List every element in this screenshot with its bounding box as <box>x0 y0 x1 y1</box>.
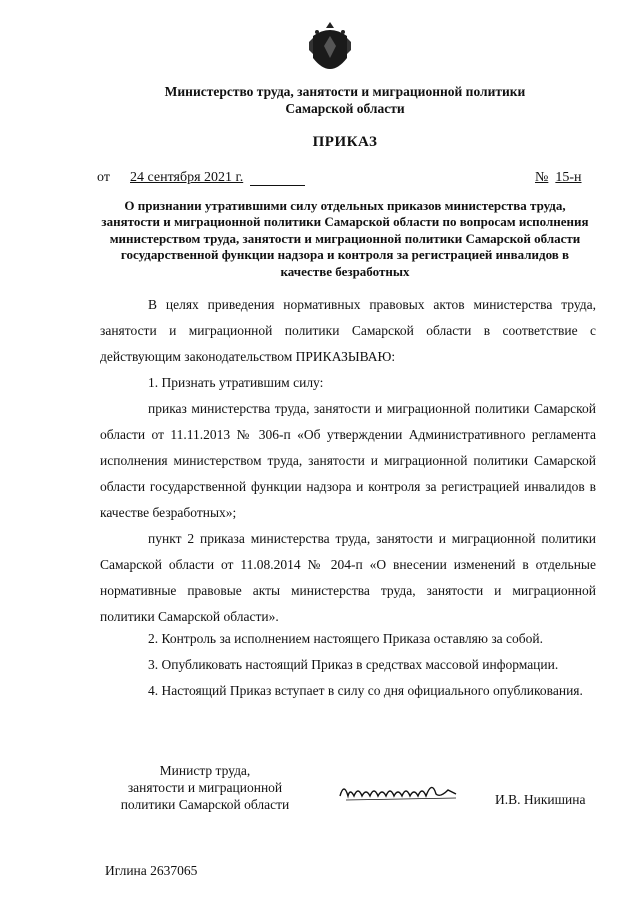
paragraph-item-4: 4. Настоящий Приказ вступает в силу со дня официального опубликования. <box>148 683 583 698</box>
signatory-line2: занятости и миграционной <box>127 780 283 795</box>
handwritten-signature <box>336 776 476 806</box>
executor-info: Иглина 2637065 <box>105 863 198 878</box>
ministry-name-line2: Самарской области <box>285 101 405 116</box>
document-number <box>535 170 582 186</box>
signatory-name: И.В. Никишина <box>495 792 586 807</box>
paragraph-item-1: 1. Признать утратившим силу: <box>148 375 324 390</box>
signatory-line3: политики Самарской области <box>120 797 290 812</box>
document-title: О признании утратившими силу отдельных приказов министерства труда, занятости и миграционной политики Самарской области по вопросам исполнения министерством труда, занятости и миграционной политики Самарской области государственной функции надзора и контроля за регистрацией инвалидов в качестве безработных <box>101 198 589 279</box>
paragraph-item-1a: приказ министерства труда, занятости и миграционной политики Самарской области от 11.11.2013 № 306-п «Об утверждении Административного регламента исполнения министерством труда, занятости и миграционной политики Самарской области государственной функции надзора и контроля за регистрацией инвалидов в качестве безработных»; <box>100 401 596 520</box>
paragraph-item-1b: пункт 2 приказа министерства труда, занятости и миграционной политики Самарской области от 11.08.2014 № 204-п «О внесении изменений в отдельные нормативные правовые акты министерства труда, занятости и миграционной политики Самарской области». <box>100 531 596 624</box>
signatory-title <box>105 762 305 813</box>
signatory-line1: Министр труда, <box>159 763 251 778</box>
paragraph-preamble: В целях приведения нормативных правовых актов министерства труда, занятости и миграционной политики Самарской области в соответствие с действующим законодательством ПРИКАЗЫВАЮ: <box>100 297 596 364</box>
number-value: 15-н <box>555 170 582 185</box>
coat-of-arms-icon <box>303 18 357 80</box>
paragraph-item-2: 2. Контроль за исполнением настоящего Приказа оставляю за собой. <box>148 631 544 646</box>
paragraph-item-3: 3. Опубликовать настоящий Приказ в средствах массовой информации. <box>148 657 559 672</box>
date-prefix: от <box>97 170 110 185</box>
ministry-name-line1: Министерство труда, занятости и миграционной политики <box>164 84 526 99</box>
document-type: ПРИКАЗ <box>312 134 378 150</box>
document-date: 24 сентября 2021 г. <box>130 170 244 185</box>
number-label: № <box>535 170 549 185</box>
date-underline <box>250 185 305 186</box>
